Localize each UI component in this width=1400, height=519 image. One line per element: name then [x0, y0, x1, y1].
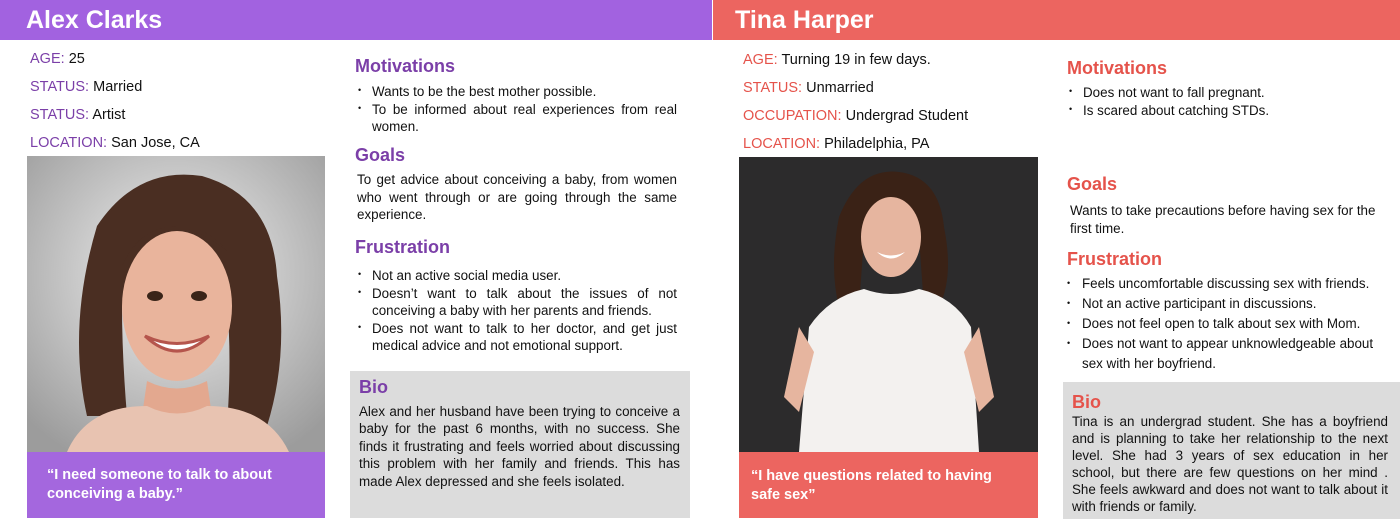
field-key: AGE: — [30, 51, 65, 67]
occupation-field — [30, 107, 125, 123]
list-item: • Does not want to appear unknowledgeable about sex with her boyfriend. — [1066, 334, 1396, 374]
motivations-title: Motivations — [355, 56, 456, 76]
bio-text: Alex and her husband have been trying to conceive a baby for the past 6 months, with no success. She finds it frustrating and feels worried about discussing this problem with her family and friends. This has made Alex depressed and she feels isolated. — [359, 404, 680, 489]
persona-photo — [27, 156, 325, 452]
motivations-list — [1068, 84, 1378, 119]
status-field — [743, 80, 874, 96]
bio-panel — [350, 371, 690, 518]
persona-name: Tina Harper — [735, 6, 874, 34]
list-item: • Is scared about catching STDs. — [1068, 102, 1378, 120]
bio-title: Bio — [1072, 392, 1101, 412]
goals-title: Goals — [355, 145, 406, 165]
list-item: • Feels uncomfortable discussing sex with friends. — [1066, 274, 1396, 294]
field-value: Unmarried — [806, 80, 874, 96]
persona-name: Alex Clarks — [26, 6, 163, 34]
list-item: • Wants to be the best mother possible. — [357, 83, 677, 101]
quote-text: “I need someone to talk to about conceiving a baby.” — [47, 467, 272, 502]
field-value: 25 — [68, 51, 85, 67]
age-field — [30, 51, 85, 67]
motivations-title: Motivations — [1067, 58, 1168, 78]
list-item: • To be informed about real experiences from real women. — [357, 101, 677, 136]
motivations-list — [357, 83, 677, 136]
field-value: Philadelphia, PA — [824, 136, 930, 152]
field-key: LOCATION: — [743, 136, 821, 152]
field-value: Turning 19 in few days. — [781, 52, 931, 68]
bio-title: Bio — [359, 377, 388, 397]
location-field — [743, 136, 929, 152]
list-item: • Does not feel open to talk about sex with Mom. — [1066, 314, 1396, 334]
goals-text: To get advice about conceiving a baby, from women who went through or are going through the same experience. — [357, 172, 677, 222]
field-key: LOCATION: — [30, 135, 108, 151]
persona-photo — [739, 157, 1038, 452]
field-key: OCCUPATION: — [743, 108, 842, 124]
persona-quote — [739, 452, 1038, 518]
frustration-list — [1066, 274, 1396, 374]
frustration-title: Frustration — [355, 237, 451, 257]
frustration-title: Frustration — [1067, 249, 1163, 269]
goals-title: Goals — [1067, 174, 1118, 194]
field-key: STATUS: — [30, 107, 90, 123]
field-key: STATUS: — [743, 80, 803, 96]
goals-text: Wants to take precautions before having sex for the first time. — [1070, 203, 1376, 236]
field-key: AGE: — [743, 52, 778, 68]
location-field — [30, 135, 200, 151]
list-item: • Doesn’t want to talk about the issues of not conceiving a baby with her parents and friends. — [357, 285, 677, 320]
list-item: • Not an active social media user. — [357, 267, 677, 285]
persona-name-header — [713, 0, 1400, 40]
quote-text: “I have questions related to having safe sex” — [751, 468, 992, 503]
persona-quote — [27, 452, 325, 518]
bio-panel — [1063, 382, 1400, 519]
field-value: San Jose, CA — [111, 135, 200, 151]
field-key: STATUS: — [30, 79, 90, 95]
list-item: • Does not want to talk to her doctor, and get just medical advice and not emotional support. — [357, 320, 677, 355]
frustration-list — [357, 267, 677, 355]
field-value: Undergrad Student — [845, 108, 969, 124]
bio-text: Tina is an undergrad student. She has a boyfriend and is planning to take her relationship to the next level. She had 3 years of sex education in her school, but there are few questions on her mind . She feels awkward and does not want to talk about it with friends or family. — [1072, 414, 1388, 514]
field-value: Married — [93, 79, 143, 95]
list-item: • Does not want to fall pregnant. — [1068, 84, 1378, 102]
age-field — [743, 52, 931, 68]
field-value: Artist — [92, 107, 126, 123]
status-field — [30, 79, 142, 95]
persona-name-header — [0, 0, 712, 40]
list-item: • Not an active participant in discussions. — [1066, 294, 1396, 314]
occupation-field — [743, 108, 968, 124]
